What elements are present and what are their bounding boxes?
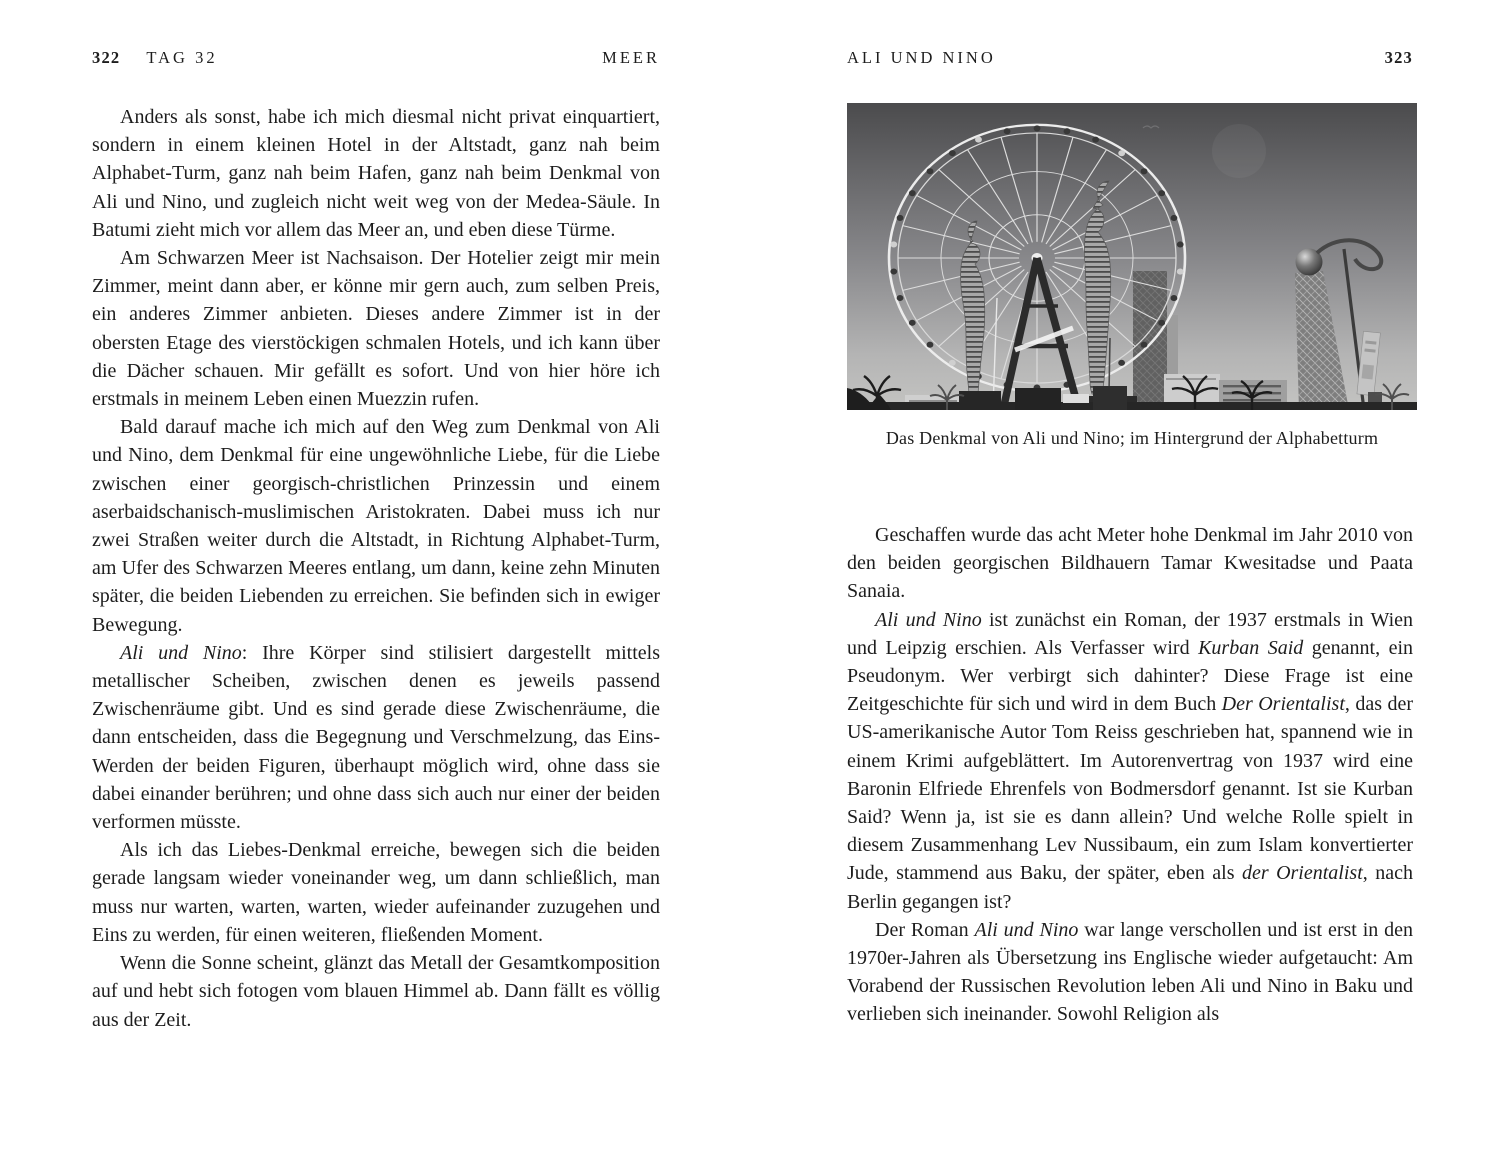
photo-caption: Das Denkmal von Ali und Nino; im Hintergrund der Alphabetturm: [885, 428, 1379, 448]
paragraph: [92, 836, 660, 949]
lens-flare: [1212, 124, 1266, 178]
book-title-italic: Ali und Nino: [875, 608, 982, 631]
paragraph-text: Wenn die Sonne scheint, glänzt das Metall der Gesamtkomposition auf und hebt sich fotogen vom blauen Himmel ab. Dann fällt es völlig aus der Zeit.: [92, 952, 660, 1031]
paragraph-text: war lange verschollen und ist erst in den 1970er-Jahren als Übersetzung ins Englische wieder aufgetaucht: Am Vorabend der Russischen Revolution leben Ali und Nino in Baku und verlieben sich ineinander. Sowohl Religion als: [847, 918, 1413, 1026]
page-header-left: [92, 48, 660, 68]
paragraph-text: Bald darauf mache ich mich auf den Weg zum Denkmal von Ali und Nino, dem Denkmal für eine ungewöhnliche Liebe, für die Liebe zwischen einer georgisch-christlichen Prinzessin und einem aserbaidschanisch-muslimischen Aristokraten. Dabei muss ich nur zwei Straßen weiter durch die Altstadt, in Richtung Alphabet-Turm, am Ufer des Schwarzen Meeres entlang, um dann, keine zehn Minuten später, die beiden Liebenden zu erreichen. Sie befinden sich in ewiger Bewegung.: [92, 416, 660, 636]
paragraph-text: , nach Berlin gegangen ist?: [847, 862, 1413, 913]
paragraph-text: Anders als sonst, habe ich mich diesmal nicht privat einquartiert, sondern in einem kleinen Hotel in der Altstadt, ganz nah beim Alphabet-Turm, ganz nah beim Hafen, ganz nah beim Denkmal von Ali und Nino, und zugleich nicht weit weg von der Medea-Säule. In Batumi zieht mich vor allem das Meer an, und eben diese Türme.: [92, 106, 660, 241]
page-header-right: [847, 48, 1413, 68]
paragraph-text: ist zunächst ein Roman, der 1937 erstmals in Wien und Leipzig erschien. Als Verfasser wird: [847, 608, 1414, 659]
paragraph-text: Geschaffen wurde das acht Meter hohe Denkmal im Jahr 2010 von den beiden georgischen Bildhauern Tamar Kwesitadse und Paata Sanaia.: [847, 524, 1413, 603]
author-pseudonym-italic: Kurban Said: [1198, 636, 1304, 659]
book-title-italic: Der Orientalist: [1221, 693, 1345, 716]
running-head-right: ALI UND NINO: [847, 48, 996, 67]
paragraph: [847, 916, 1413, 1029]
paragraph-text: Der Roman: [875, 918, 975, 941]
paragraph-text: : Ihre Körper sind stilisiert dargestellt mittels metallischer Scheiben, zwischen denen es jeweils passend Zwischenräume gibt. Und es sind gerade diese Zwischenräume, die dann entscheiden, dass die Begegnung und Verschmelzung, das Eins-Werden der beiden Figuren, überhaupt möglich wird, ohne dass sie dabei einander berühren; und ohne dass sich auch nur einer der beiden verformen müsste.: [92, 641, 660, 834]
page-number-right: 323: [1384, 48, 1413, 67]
monument-photo-image: [847, 103, 1417, 410]
paragraph: [847, 606, 1413, 916]
page-right: [750, 0, 1500, 1154]
left-text-column: [92, 103, 660, 1034]
book-title-italic: Ali und Nino: [120, 641, 242, 664]
paragraph: [92, 103, 660, 244]
paragraph: [92, 244, 660, 413]
book-title-italic: Ali und Nino: [974, 918, 1079, 941]
paragraph: [92, 413, 660, 639]
paragraph: [92, 639, 660, 836]
monument-photo: [847, 103, 1417, 449]
paragraph-text: genannt, ein Pseudonym. Wer verbirgt sich dahinter? Diese Frage ist eine Zeitgeschichte für sich und wird in dem Buch: [847, 636, 1413, 716]
paragraph-text: Als ich das Liebes-Denkmal erreiche, bewegen sich die beiden gerade langsam wieder voneinander weg, um dann schließlich, man muss nur warten, warten, warten, wieder aufeinander zuzugehen und Eins zu werden, für einen weiteren, fließenden Moment.: [92, 839, 660, 946]
right-text-column: [847, 521, 1413, 1029]
book-title-italic: der Orientalist: [1241, 862, 1363, 885]
page-number-left: 322: [92, 48, 121, 67]
running-head-left: MEER: [602, 48, 660, 67]
paragraph: [847, 521, 1413, 606]
paragraph: [92, 949, 660, 1034]
paragraph-text: Am Schwarzen Meer ist Nachsaison. Der Hotelier zeigt mir mein Zimmer, meint dann aber, er könne mir gern auch, zum selben Preis, ein anderes Zimmer anbieten. Dieses andere Zimmer ist in der obersten Etage des vierstöckigen schmalen Hotels, und ich kann über die Dächer schauen. Mir gefällt es sofort. Und von hier höre ich erstmals in meinem Leben einen Muezzin rufen.: [92, 247, 660, 411]
chapter-head: TAG 32: [146, 48, 218, 67]
paragraph-text: , das der US-amerikanische Autor Tom Reiss geschrieben hat, spannend wie in einem Krimi aufgeblättert. Im Autorenvertrag von 1937 wird eine Baronin Elfriede Ehrenfels von Bodmersdorf genannt. Ist sie Kurban Said? Wenn ja, ist sie es dann allein? Und welche Rolle spielt in diesem Zusammenhang Lev Nussibaum, ein zum Islam konvertierter Jude, stammend aus Baku, der später, eben als: [847, 693, 1413, 885]
